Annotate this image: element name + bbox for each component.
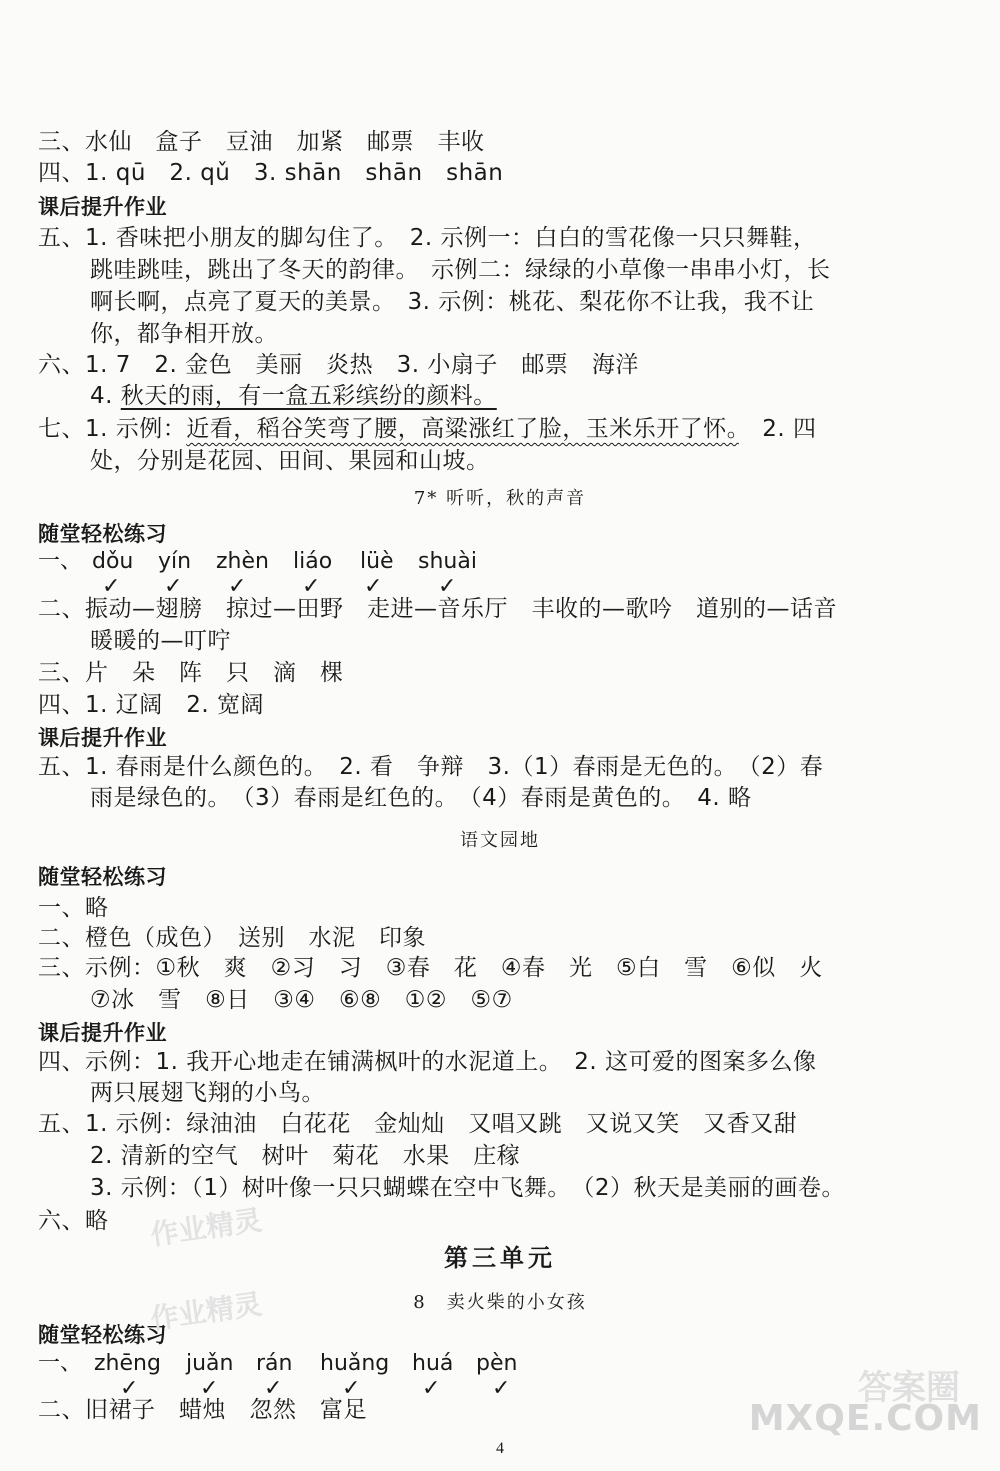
pinyin-word: huá bbox=[412, 1351, 454, 1376]
item-prefix: 七、1. 示例： bbox=[38, 416, 187, 442]
answer-line: ⑦冰 雪 ⑧日 ③④ ⑥⑧ ①② ⑤⑦ bbox=[90, 987, 513, 1013]
answer-line: 二、橙色（成色） 送别 水泥 印象 bbox=[38, 925, 426, 951]
answer-line: 五、1. 示例：绿油油 白花花 金灿灿 又唱又跳 又说又笑 又香又甜 bbox=[38, 1111, 798, 1137]
unit-title: 第三单元 bbox=[444, 1243, 556, 1272]
pinyin-word: yín bbox=[158, 549, 192, 574]
answer-line: 跳哇跳哇，跳出了冬天的韵律。 示例二：绿绿的小草像一串串小灯，长 bbox=[90, 257, 831, 283]
answer-line: 六、1. 7 2. 金色 美丽 炎热 3. 小扇子 邮票 海洋 bbox=[38, 352, 639, 378]
pinyin-word: shuài bbox=[418, 549, 477, 574]
answer-line bbox=[38, 414, 817, 445]
pinyin-word: dǒu bbox=[92, 549, 134, 574]
check-mark: ✓ bbox=[120, 1376, 139, 1401]
answer-line: 三、片 朵 阵 只 滴 棵 bbox=[38, 660, 344, 686]
check-mark: ✓ bbox=[102, 574, 121, 599]
check-mark: ✓ bbox=[438, 574, 457, 599]
pinyin-word: liáo bbox=[293, 549, 333, 574]
watermark-faint: 作业精灵 bbox=[148, 1287, 264, 1336]
pinyin-word: lüè bbox=[360, 549, 394, 574]
check-mark: ✓ bbox=[264, 1376, 283, 1401]
answer-line: 四、1. 辽阔 2. 宽阔 bbox=[38, 692, 265, 718]
pinyin-word: zhèn bbox=[216, 549, 269, 574]
answer-line: 两只展翅飞翔的小鸟。 bbox=[90, 1080, 325, 1106]
section-title: 语文园地 bbox=[460, 830, 540, 851]
page-number: 4 bbox=[496, 1440, 504, 1457]
answer-line: 处，分别是花园、田间、果园和山坡。 bbox=[90, 448, 490, 474]
section-heading: 课后提升作业 bbox=[38, 1021, 167, 1045]
section-heading: 课后提升作业 bbox=[38, 726, 167, 750]
watermark-faint: 作业精灵 bbox=[148, 1203, 264, 1252]
section-heading: 随堂轻松练习 bbox=[38, 522, 167, 546]
section-heading: 随堂轻松练习 bbox=[38, 1323, 167, 1347]
check-mark: ✓ bbox=[164, 574, 183, 599]
check-mark: ✓ bbox=[422, 1376, 441, 1401]
check-mark: ✓ bbox=[200, 1376, 219, 1401]
answer-line: 雨是绿色的。 （3）春雨是红色的。 （4）春雨是黄色的。 4. 略 bbox=[90, 785, 752, 811]
item-number: 4. bbox=[90, 383, 121, 409]
answer-line bbox=[90, 381, 497, 412]
answer-line: 2. 清新的空气 树叶 菊花 水果 庄稼 bbox=[90, 1143, 521, 1169]
answer-line: 二、旧裙子 蜡烛 忽然 富足 bbox=[38, 1397, 367, 1423]
pinyin-word: juǎn bbox=[186, 1351, 234, 1376]
check-mark: ✓ bbox=[492, 1376, 511, 1401]
section-heading: 课后提升作业 bbox=[38, 195, 167, 219]
answer-line: 3. 示例：（1）树叶像一只只蝴蝶在空中飞舞。 （2）秋天是美丽的画卷。 bbox=[90, 1175, 846, 1201]
check-mark: ✓ bbox=[302, 574, 321, 599]
item-suffix: 2. 四 bbox=[738, 416, 817, 442]
item-prefix: 一、 bbox=[38, 1351, 83, 1376]
answer-line: 四、示例：1. 我开心地走在铺满枫叶的水泥道上。 2. 这可爱的图案多么像 bbox=[38, 1049, 817, 1075]
section-heading: 随堂轻松练习 bbox=[38, 865, 167, 889]
answer-line: 三、水仙 盒子 豆油 加紧 邮票 丰收 bbox=[38, 129, 485, 155]
answer-line: 五、1. 春雨是什么颜色的。 2. 看 争辩 3.（1）春雨是无色的。 （2）春 bbox=[38, 754, 824, 780]
watermark-logo: 答案圈 bbox=[858, 1368, 960, 1408]
check-mark: ✓ bbox=[228, 574, 247, 599]
answer-line: 暖暖的—叮咛 bbox=[90, 628, 231, 654]
item-prefix: 一、 bbox=[38, 549, 83, 574]
answer-line: 一、略 bbox=[38, 895, 109, 921]
underlined-sentence: 秋天的雨，有一盒五彩缤纷的颜料。 bbox=[120, 383, 497, 409]
lesson-title: 8 卖火柴的小女孩 bbox=[413, 1292, 587, 1313]
answer-line: 四、1. qū 2. qǔ 3. shān shān shān bbox=[38, 160, 504, 186]
pinyin-word: pèn bbox=[476, 1351, 518, 1376]
answer-line: 二、振动—翅膀 掠过—田野 走进—音乐厅 丰收的—歌吟 道别的—话音 bbox=[38, 596, 837, 622]
check-mark: ✓ bbox=[342, 1376, 361, 1401]
answer-line: 三、示例：①秋 爽 ②习 习 ③春 花 ④春 光 ⑤白 雪 ⑥似 火 bbox=[38, 955, 823, 981]
answer-line: 你，都争相开放。 bbox=[90, 321, 278, 347]
wavy-underlined-sentence: 近看，稻谷笑弯了腰，高粱涨红了脸，玉米乐开了怀。 bbox=[186, 416, 739, 442]
check-mark: ✓ bbox=[364, 574, 383, 599]
pinyin-word: zhēng bbox=[94, 1351, 161, 1376]
watermark-url: MXQE.COM bbox=[748, 1398, 982, 1439]
lesson-title: 7* 听听，秋的声音 bbox=[413, 488, 587, 509]
pinyin-word: huǎng bbox=[320, 1351, 390, 1376]
answer-line: 五、1. 香味把小朋友的脚勾住了。 2. 示例一：白白的雪花像一只只舞鞋， bbox=[38, 225, 817, 251]
pinyin-word: rán bbox=[256, 1351, 293, 1376]
answer-line: 六、略 bbox=[38, 1208, 109, 1234]
answer-line: 啊长啊，点亮了夏天的美景。 3. 示例：桃花、梨花你不让我，我不让 bbox=[90, 289, 815, 315]
